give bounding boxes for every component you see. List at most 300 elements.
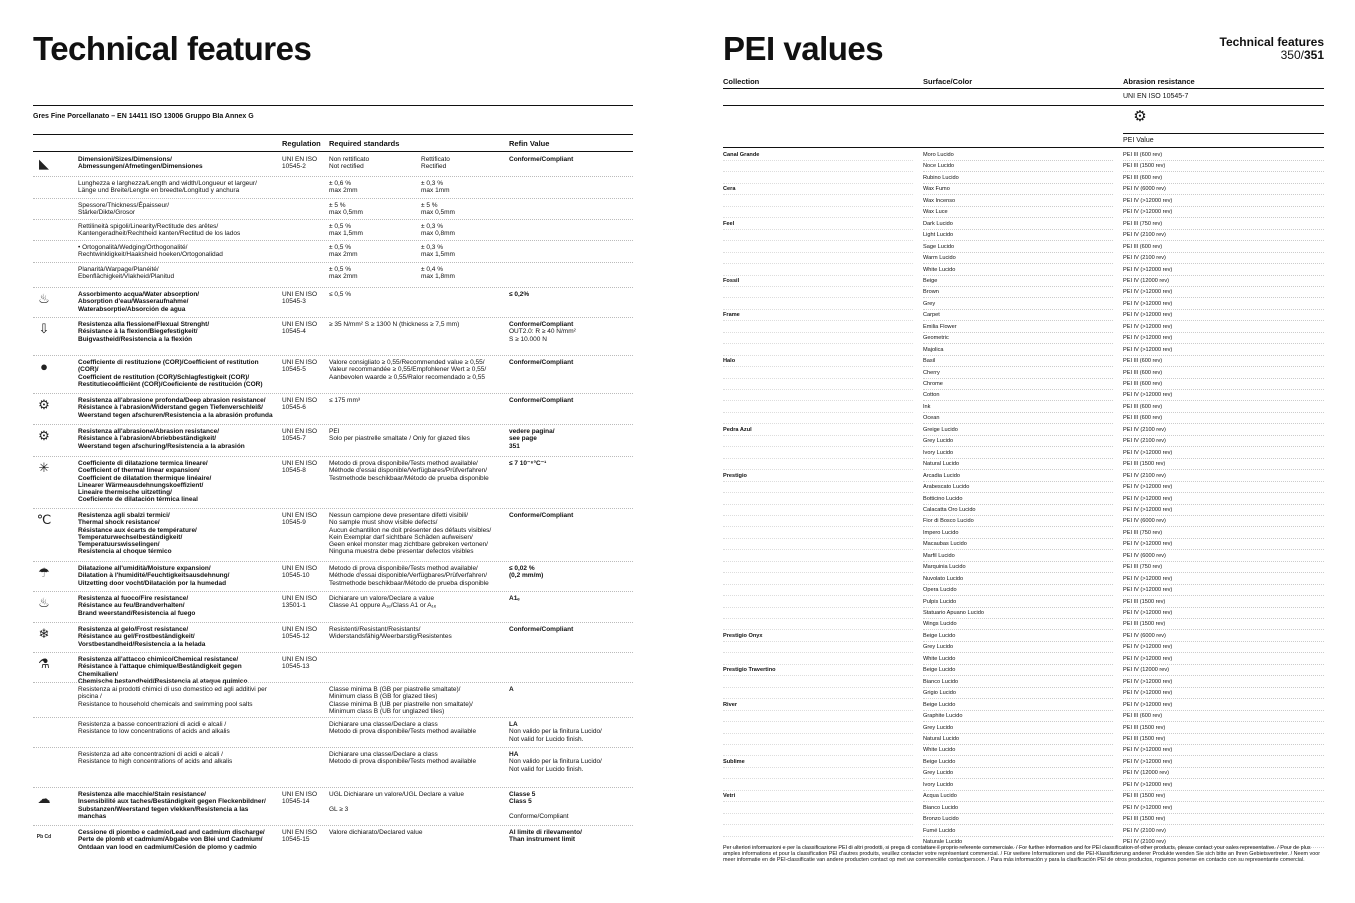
- regulation: UNI EN ISO 10545-9: [282, 512, 318, 527]
- collection-cell: [723, 196, 913, 207]
- property-name: Resistenza all'abrasione profonda/Deep abrasion resistance/ Résistance à l'abrasion/Widerstand gegen Tiefenverschleiß/ Weerstand tegen afschuren/Resistencia a la abrasión profunda: [78, 397, 273, 419]
- collection-cell: [723, 448, 913, 459]
- pei-row: [723, 310, 1324, 321]
- page-number: 350/: [1280, 48, 1304, 62]
- refin-value: [509, 686, 629, 693]
- refin-value-main: Conforme/Compliant: [509, 321, 574, 328]
- property-name: Resistenza all'attacco chimico/Chemical resistance/ Résistance à l'attaque chimique/Beständigkeit gegen Chemikalien/ Chemische bestandheid/Resistencia al ataque químico: [78, 656, 248, 685]
- collection-cell: [723, 413, 913, 424]
- pei-value-cell: PEI III (600 rev): [1123, 413, 1324, 424]
- surface-cell: Nuvolato Lucido: [923, 574, 1113, 585]
- table-row: [33, 287, 633, 317]
- collection-cell: [723, 723, 913, 734]
- divider: [33, 134, 633, 135]
- collection-cell: [723, 230, 913, 241]
- pei-value-cell: PEI IV (>12000 rev): [1123, 207, 1324, 218]
- pei-value-cell: PEI IV (>12000 rev): [1123, 322, 1324, 333]
- pei-row: [723, 574, 1324, 585]
- refin-value-note: OUT2.0: R ≥ 40 N/mm² S ≥ 10.000 N: [509, 328, 576, 343]
- pei-value-cell: PEI III (1500 rev): [1123, 734, 1324, 745]
- pei-row: [723, 219, 1324, 230]
- pei-value-cell: PEI IV (>12000 rev): [1123, 688, 1324, 699]
- table-row: [33, 508, 633, 561]
- refin-value-main: Conforme/Compliant: [509, 397, 574, 404]
- pei-row: [723, 459, 1324, 470]
- pei-value-cell: PEI IV (2100 rev): [1123, 425, 1324, 436]
- surface-cell: Carpet: [923, 310, 1113, 321]
- surface-cell: Beige Lucido: [923, 631, 1113, 642]
- property-name: Resistenza agli sbalzi termici/ Thermal shock resistance/ Résistance aux écarts de température/ Temperaturwechselbeständigkeit/ Temperatuurswisselingen/ Resistencia al choque térmico: [78, 512, 197, 556]
- collection-cell: [723, 368, 913, 379]
- pei-row: [723, 505, 1324, 516]
- property-name: Resistenza alle macchie/Stain resistance/ Insensibilité aux taches/Beständigkeit gegen Fleckenbildner/ Substanzen/Weerstand tegen vlekken/Resistencia a las manchas: [78, 791, 266, 820]
- collection-cell: [723, 161, 913, 172]
- pei-row: [723, 436, 1324, 447]
- table-row: [33, 355, 633, 393]
- pei-value-cell: PEI IV (6000 rev): [1123, 184, 1324, 195]
- property-name: Resistenza all'abrasione/Abrasion resistance/ Résistance à l'abrasion/Abriebbeständigkeit/ Weerstand tegen afschuring/Resistencia a la abrasión: [78, 428, 245, 450]
- divider: [723, 105, 1324, 106]
- pei-value-cell: PEI IV (>12000 rev): [1123, 265, 1324, 276]
- deep-abrasion-icon: ⚙: [38, 397, 50, 412]
- required-standard: Resistenti/Resistant/Resistants/ Widerstandsfähig/Weerbarstig/Resistentes: [329, 626, 452, 641]
- refin-value: [509, 156, 629, 163]
- required-standard-rectified: ± 0,3 % max 1,5mm: [421, 244, 455, 259]
- pei-value-cell: PEI IV (>12000 rev): [1123, 677, 1324, 688]
- required-standard: ≥ 35 N/mm² S ≥ 1300 N (thickness ≥ 7,5 mm): [329, 321, 460, 328]
- table-row: [33, 652, 633, 685]
- surface-cell: Grey Lucido: [923, 723, 1113, 734]
- surface-cell: Natural Lucido: [923, 734, 1113, 745]
- property-name: Resistenza alla flessione/Flexual Strenght/ Résistance à la flexion/Biegefestigkeit/ Buigvastheid/Resistencia a la flexión: [78, 321, 210, 343]
- surface-cell: Light Lucido: [923, 230, 1113, 241]
- pei-value-cell: PEI IV (>12000 rev): [1123, 196, 1324, 207]
- surface-cell: Brown: [923, 287, 1113, 298]
- pei-value-cell: PEI IV (>12000 rev): [1123, 448, 1324, 459]
- pei-row: [723, 677, 1324, 688]
- collection-cell: Cera: [723, 184, 913, 195]
- property-subitem: Spessore/Thickness/Épaisseur/ Stärke/Dikte/Grosor: [78, 202, 170, 217]
- surface-cell: Rubino Lucido: [923, 173, 1113, 184]
- collection-cell: [723, 459, 913, 470]
- refin-value-main: A: [509, 686, 514, 693]
- pei-row: [723, 368, 1324, 379]
- pei-value-cell: PEI IV (2100 rev): [1123, 253, 1324, 264]
- required-standard: UGL Dichiarare un valore/UGL Declare a value GL ≥ 3: [329, 791, 464, 813]
- refin-value-note: Non valido per la finitura Lucido/ Not valid for Lucido finish.: [509, 728, 602, 743]
- pei-value-cell: PEI III (1500 rev): [1123, 619, 1324, 630]
- refin-value-main: HA: [509, 751, 519, 758]
- regulation: UNI EN ISO 10545-6: [282, 397, 318, 412]
- surface-cell: Naturale Lucido: [923, 837, 1113, 848]
- pei-row: [723, 608, 1324, 619]
- collection-cell: Prestigio: [723, 471, 913, 482]
- collection-cell: [723, 333, 913, 344]
- surface-cell: Wax Luce: [923, 207, 1113, 218]
- collection-cell: [723, 562, 913, 573]
- table-row: [33, 240, 633, 262]
- required-standard: ± 5 % max 0,5mm: [329, 202, 363, 217]
- table-row: [33, 393, 633, 424]
- fire-icon: ♨: [38, 595, 50, 610]
- collection-cell: [723, 677, 913, 688]
- pei-value-cell: PEI III (750 rev): [1123, 528, 1324, 539]
- page-title: Technical features: [33, 30, 312, 67]
- refin-value-main: ≤ 0,02 % (0,2 mm/m): [509, 565, 544, 580]
- table-row: [33, 198, 633, 219]
- pei-row: [723, 665, 1324, 676]
- required-standard-rectified: ± 0,3 % max 1mm: [421, 180, 450, 195]
- collection-cell: [723, 826, 913, 837]
- required-standard: Valore dichiarato/Declared value: [329, 829, 423, 836]
- standard-title: Gres Fine Porcellanato – EN 14411 ISO 13006 Gruppo BIa Annex G: [33, 113, 254, 120]
- refin-value-main: LA: [509, 721, 518, 728]
- refin-value: [509, 595, 629, 602]
- regulation: UNI EN ISO 10545-10: [282, 565, 318, 580]
- property-name: Cessione di piombo e cadmio/Lead and cadmium discharge/ Perte de plomb et cadmium/Abgabe von Blei und Cadmium/ Ontdaan van lood en cadmium/Cesión de plomo y cadmio: [78, 829, 265, 851]
- property-subitem: Resistenza a basse concentrazioni di acidi e alcali / Resistance to low concentrations of acids and alkalis: [78, 721, 230, 736]
- pei-value-cell: PEI IV (12000 rev): [1123, 276, 1324, 287]
- collection-cell: Sublime: [723, 757, 913, 768]
- pei-value-cell: PEI III (600 rev): [1123, 242, 1324, 253]
- collection-cell: [723, 242, 913, 253]
- required-standard-rectified: ± 0,3 % max 0,8mm: [421, 223, 455, 238]
- header-surface: Surface/Color: [923, 77, 973, 86]
- required-standard: ≤ 0,5 %: [329, 291, 351, 298]
- pei-value-cell: PEI IV (>12000 rev): [1123, 642, 1324, 653]
- collection-cell: [723, 482, 913, 493]
- property-subitem: Resistenza ad alte concentrazioni di acidi e alcali / Resistance to high concentrations of acids and alkalis: [78, 751, 233, 766]
- surface-cell: Fior di Bosco Lucido: [923, 516, 1113, 527]
- pei-value-cell: PEI IV (>12000 rev): [1123, 654, 1324, 665]
- refin-value: [509, 291, 629, 298]
- surface-cell: Calacatta Oro Lucido: [923, 505, 1113, 516]
- refin-value-main: vedere pagina/ see page 351: [509, 428, 555, 450]
- collection-cell: Halo: [723, 356, 913, 367]
- refin-value-note: Conforme/Compliant: [509, 812, 569, 820]
- chemical-icon: ⚗: [38, 656, 50, 671]
- regulation: UNI EN ISO 10545-8: [282, 460, 318, 475]
- pei-row: [723, 597, 1324, 608]
- pei-value-cell: PEI III (750 rev): [1123, 219, 1324, 230]
- refin-value: [509, 791, 629, 820]
- surface-cell: Grey: [923, 299, 1113, 310]
- section-title: Technical features: [1219, 35, 1324, 49]
- table-row: [33, 219, 633, 240]
- pei-row: [723, 150, 1324, 161]
- abrasion-icon: ⚙: [38, 428, 50, 443]
- refin-value: [509, 721, 629, 743]
- pei-value-cell: PEI IV (>12000 rev): [1123, 745, 1324, 756]
- collection-cell: [723, 619, 913, 630]
- refin-value: [509, 751, 629, 773]
- collection-cell: [723, 494, 913, 505]
- refin-value: [509, 565, 629, 580]
- pei-value-cell: PEI IV (6000 rev): [1123, 551, 1324, 562]
- regulation: UNI EN ISO 10545-3: [282, 291, 318, 306]
- pei-row: [723, 413, 1324, 424]
- pei-value-cell: PEI III (600 rev): [1123, 173, 1324, 184]
- collection-cell: [723, 608, 913, 619]
- refin-value: [509, 829, 629, 844]
- surface-cell: Marfil Lucido: [923, 551, 1113, 562]
- regulation: UNI EN ISO 10545-4: [282, 321, 318, 336]
- pei-row: [723, 322, 1324, 333]
- pei-value-cell: PEI IV (12000 rev): [1123, 665, 1324, 676]
- pei-row: [723, 642, 1324, 653]
- regulation: UNI EN ISO 10545-7: [282, 428, 318, 443]
- collection-cell: [723, 207, 913, 218]
- required-standard: ± 0,5 % max 2mm: [329, 266, 358, 281]
- collection-cell: [723, 390, 913, 401]
- pei-value-cell: PEI IV (>12000 rev): [1123, 780, 1324, 791]
- pei-value-cell: PEI IV (>12000 rev): [1123, 494, 1324, 505]
- property-name: Dilatazione all'umidità/Moisture expansion/ Dilatation à l'humidité/Feuchtigkeitsausdehnung/ Uitzetting door vocht/Dilatación por la humedad: [78, 565, 230, 587]
- pei-row: [723, 356, 1324, 367]
- pei-value-cell: PEI IV (6000 rev): [1123, 631, 1324, 642]
- pei-value-cell: PEI IV (>12000 rev): [1123, 390, 1324, 401]
- collection-cell: [723, 734, 913, 745]
- pei-value-cell: PEI III (750 rev): [1123, 562, 1324, 573]
- collection-cell: [723, 173, 913, 184]
- surface-cell: Moro Lucido: [923, 150, 1113, 161]
- pei-row: [723, 791, 1324, 802]
- collection-cell: [723, 551, 913, 562]
- pei-row: [723, 299, 1324, 310]
- pei-value-cell: PEI IV (>12000 rev): [1123, 585, 1324, 596]
- pei-row: [723, 425, 1324, 436]
- water-drops-icon: ♨: [38, 291, 50, 306]
- pei-value-cell: PEI IV (>12000 rev): [1123, 608, 1324, 619]
- surface-cell: Basil: [923, 356, 1113, 367]
- surface-cell: Botticino Lucido: [923, 494, 1113, 505]
- surface-cell: White Lucido: [923, 265, 1113, 276]
- pei-row: [723, 562, 1324, 573]
- collection-cell: [723, 768, 913, 779]
- required-standard: ± 0,6 % max 2mm: [329, 180, 358, 195]
- surface-cell: Impero Lucido: [923, 528, 1113, 539]
- collection-cell: [723, 528, 913, 539]
- pei-value-cell: PEI IV (>12000 rev): [1123, 505, 1324, 516]
- surface-cell: Grey Lucido: [923, 436, 1113, 447]
- collection-cell: Fossil: [723, 276, 913, 287]
- refin-value-main: Classe 5 Class 5: [509, 791, 536, 806]
- refin-value: [509, 512, 629, 519]
- pei-title: PEI values: [723, 30, 884, 67]
- collection-cell: [723, 585, 913, 596]
- pei-row: [723, 516, 1324, 527]
- surface-cell: Cotton: [923, 390, 1113, 401]
- refin-value-main: Conforme/Compliant: [509, 626, 574, 633]
- pei-row: [723, 757, 1324, 768]
- collection-cell: [723, 505, 913, 516]
- pei-value-cell: PEI III (600 rev): [1123, 379, 1324, 390]
- pei-value-cell: PEI III (600 rev): [1123, 356, 1324, 367]
- required-standard: PEI Solo per piastrelle smaltate / Only for glazed tiles: [329, 428, 470, 443]
- required-standard: Dichiarare un valore/Declare a value Classe A1 oppure A₁ₑ/Class A1 or A₁ₑ: [329, 595, 437, 610]
- umbrella-icon: ☂: [38, 565, 50, 580]
- pei-value-cell: PEI IV (>12000 rev): [1123, 574, 1324, 585]
- surface-cell: Ivory Lucido: [923, 780, 1113, 791]
- surface-cell: Noce Lucido: [923, 161, 1113, 172]
- thermal-expansion-icon: ✳: [38, 460, 50, 475]
- header-regulation: Regulation: [282, 139, 321, 148]
- divider: [723, 147, 1324, 148]
- refin-value-main: Conforme/Compliant: [509, 359, 574, 366]
- collection-cell: [723, 299, 913, 310]
- pei-row: [723, 700, 1324, 711]
- surface-cell: Geometric: [923, 333, 1113, 344]
- collection-cell: Feel: [723, 219, 913, 230]
- pei-row: [723, 780, 1324, 791]
- collection-cell: [723, 287, 913, 298]
- surface-cell: Wax Fumo: [923, 184, 1113, 195]
- pei-row: [723, 333, 1324, 344]
- regulation: UNI EN ISO 10545-2: [282, 156, 318, 171]
- collection-cell: [723, 745, 913, 756]
- regulation: UNI EN ISO 13501-1: [282, 595, 318, 610]
- table-row: [33, 262, 633, 287]
- table-row: [33, 561, 633, 591]
- collection-cell: [723, 265, 913, 276]
- pei-value-cell: PEI IV (>12000 rev): [1123, 299, 1324, 310]
- pei-row: [723, 528, 1324, 539]
- required-standard: Dichiarare una classe/Declare a class Metodo di prova disponibile/Tests method available: [329, 751, 477, 766]
- required-standard: Non rettificato Not rectified: [329, 156, 370, 171]
- refin-value-main: Al limite di rilevamento/ Than instrument limit: [509, 829, 582, 844]
- collection-cell: [723, 803, 913, 814]
- pei-value-cell: PEI IV (>12000 rev): [1123, 482, 1324, 493]
- pei-row: [723, 494, 1324, 505]
- property-name: Assorbimento acqua/Water absorption/ Absorption d'eau/Wasseraufnahme/ Waterabsorptie/Absorción de agua: [78, 291, 200, 313]
- property-subitem: Lunghezza e larghezza/Length and width/Longueur et largeur/ Länge und Breite/Lengte en breedte/Longitud y anchura: [78, 180, 257, 195]
- pei-value-cell: PEI IV (>12000 rev): [1123, 345, 1324, 356]
- pei-value-cell: PEI III (1500 rev): [1123, 597, 1324, 608]
- table-row: [33, 153, 633, 176]
- pei-value-cell: PEI IV (6000 rev): [1123, 516, 1324, 527]
- collection-cell: Frame: [723, 310, 913, 321]
- surface-cell: Pulpis Lucido: [923, 597, 1113, 608]
- header-required-standards: Required standards: [329, 139, 400, 148]
- pei-value-cell: PEI III (600 rev): [1123, 150, 1324, 161]
- surface-cell: Fumé Lucido: [923, 826, 1113, 837]
- collection-cell: [723, 516, 913, 527]
- required-standard: ± 0,5 % max 2mm: [329, 244, 358, 259]
- pei-row: [723, 276, 1324, 287]
- collection-cell: Canal Grande: [723, 150, 913, 161]
- collection-cell: [723, 814, 913, 825]
- collection-cell: Vetri: [723, 791, 913, 802]
- collection-cell: Pedra Azul: [723, 425, 913, 436]
- property-name: Coefficiente di dilatazione termica lineare/ Coefficient of thermal linear expansion/ Coefficient de dilatation thermique linéaire/ Linearer Wärmeausdehnungskoeffizient/ Lineaire thermische uitzetting/ Coeficiente de dilatación térmica lineal: [78, 460, 212, 504]
- pei-row: [723, 631, 1324, 642]
- collection-cell: [723, 780, 913, 791]
- pei-value-cell: PEI III (600 rev): [1123, 368, 1324, 379]
- pei-row: [723, 723, 1324, 734]
- collection-cell: [723, 688, 913, 699]
- pei-value-cell: PEI IV (2100 rev): [1123, 471, 1324, 482]
- pei-value-cell: PEI III (1500 rev): [1123, 814, 1324, 825]
- required-standard: ≤ 175 mm³: [329, 397, 361, 404]
- surface-cell: Bronzo Lucido: [923, 814, 1113, 825]
- surface-cell: Beige Lucido: [923, 757, 1113, 768]
- required-standard: ± 0,5 % max 1,5mm: [329, 223, 363, 238]
- collection-cell: [723, 642, 913, 653]
- regulation: UNI EN ISO 10545-13: [282, 656, 318, 671]
- pei-row: [723, 196, 1324, 207]
- divider: [33, 151, 633, 152]
- collection-cell: [723, 654, 913, 665]
- pei-value-cell: PEI IV (>12000 rev): [1123, 539, 1324, 550]
- pei-row: [723, 242, 1324, 253]
- pei-value-cell: PEI IV (2100 rev): [1123, 230, 1324, 241]
- header-abrasion: Abrasion resistance: [1123, 77, 1195, 86]
- divider: [33, 105, 633, 106]
- pei-value-cell: PEI IV (12000 rev): [1123, 768, 1324, 779]
- pei-value-cell: PEI IV (>12000 rev): [1123, 803, 1324, 814]
- surface-cell: Greige Lucido: [923, 425, 1113, 436]
- pei-row: [723, 814, 1324, 825]
- refin-value: [509, 359, 629, 366]
- regulation: UNI EN ISO 10545-5: [282, 359, 318, 374]
- pei-row: [723, 585, 1324, 596]
- pei-row: [723, 482, 1324, 493]
- property-subitem: Resistenza ai prodotti chimici di uso domestico ed agli additivi per piscina / Resistance to household chemicals and swimming pool salts: [78, 686, 267, 708]
- pei-value-cell: PEI III (1500 rev): [1123, 791, 1324, 802]
- surface-cell: Beige Lucido: [923, 700, 1113, 711]
- required-standard: Classe minima B (GB per piastrelle smaltate)/ Minimum class B (GB for glazed tiles) Classe minima B (UB per piastrelle non smaltate)/ Minimum class B (UB for unglazed tiles): [329, 686, 473, 715]
- collection-cell: [723, 345, 913, 356]
- header-refin-value: Refin Value: [509, 139, 550, 148]
- surface-cell: Acqua Lucido: [923, 791, 1113, 802]
- refin-value-main: ≤ 7 10⁻⁶°C⁻¹: [509, 460, 547, 467]
- refin-value: [509, 460, 629, 467]
- flexural-icon: ⇩: [38, 321, 50, 336]
- table-row: [33, 317, 633, 355]
- surface-cell: Chrome: [923, 379, 1113, 390]
- running-header: [1220, 36, 1324, 62]
- refin-value-note: Non valido per la finitura Lucido/ Not valid for Lucido finish.: [509, 758, 602, 773]
- table-row: [33, 787, 633, 825]
- table-row: [33, 424, 633, 456]
- refin-value-main: Conforme/Compliant: [509, 156, 574, 163]
- regulation: UNI EN ISO 10545-15: [282, 829, 318, 844]
- divider: [723, 88, 1324, 89]
- pei-row: [723, 448, 1324, 459]
- property-name: Dimensioni/Sizes/Dimensions/ Abmessungen/Afmetingen/Dimensiones: [78, 156, 203, 171]
- property-subitem: Planarità/Warpage/Planéité/ Ebenflächigkeit/Vlakheid/Planitud: [78, 266, 175, 281]
- property-name: Coefficiente di restituzione (COR)/Coefficient of restitution (COR)/ Coefficient de restitution (COR)/Schlagfestigkeit (COR)/ Restitutiecoëfficiënt (COR)/Coeficiente de restitución (COR): [78, 359, 263, 388]
- required-standard-rectified: Rettificato Rectified: [421, 156, 450, 171]
- divider: [1123, 133, 1324, 134]
- surface-cell: Beige: [923, 276, 1113, 287]
- pei-value-cell: PEI III (1500 rev): [1123, 459, 1324, 470]
- refin-value: [509, 626, 629, 633]
- dimensions-icon: ◣: [39, 156, 49, 171]
- surface-cell: Arcadia Lucido: [923, 471, 1113, 482]
- pei-row: [723, 379, 1324, 390]
- header-collection: Collection: [723, 77, 760, 86]
- table-row: [33, 747, 633, 787]
- pei-row: [723, 184, 1324, 195]
- pei-value-cell: PEI IV (>12000 rev): [1123, 700, 1324, 711]
- property-subitem: • Ortogonalità/Wedging/Orthogonalité/ Rechtwinkligkeit/Haaksheid hoeken/Ortogonalidad: [78, 244, 223, 259]
- refin-value-main: A1ₑ: [509, 595, 520, 602]
- abrasion-icon: ⚙: [1133, 108, 1147, 125]
- restitution-ball-icon: ●: [40, 359, 48, 374]
- surface-cell: Bianco Lucido: [923, 803, 1113, 814]
- pei-row: [723, 768, 1324, 779]
